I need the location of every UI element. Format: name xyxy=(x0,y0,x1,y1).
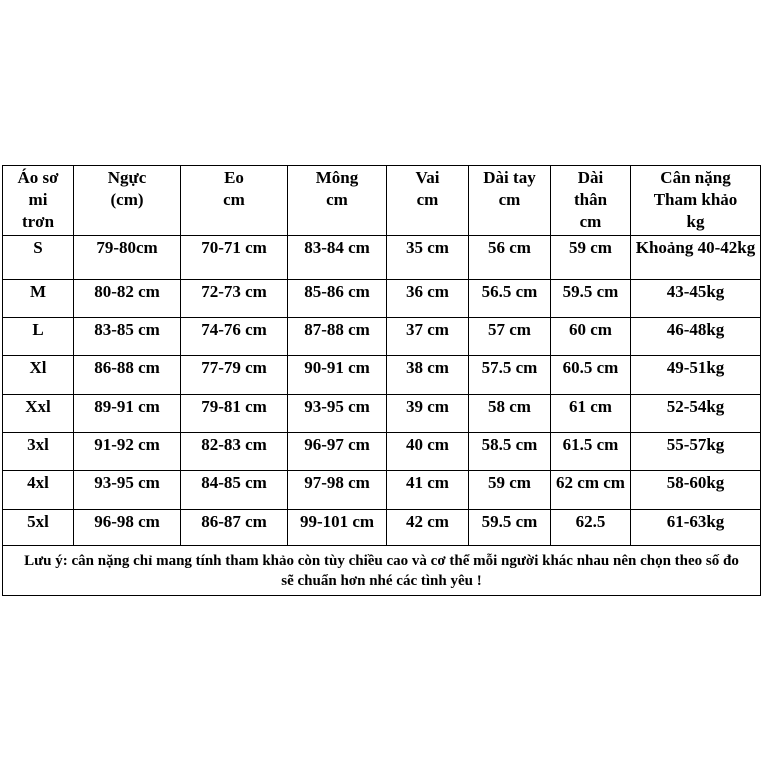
note-text: Lưu ý: cân nặng chỉ mang tính tham khảo còn tùy chiều cao và cơ thể mỗi người khác nhau nên chọn theo số đo sẽ chuẩn hơn nhé các tình yêu ! xyxy=(3,546,761,596)
table-row xyxy=(3,318,761,356)
cell-chest: 89-91 cm xyxy=(74,395,181,433)
header-sleeve-length xyxy=(469,166,551,236)
cell-hip: 96-97 cm xyxy=(288,433,387,471)
cell-weight: Khoảng 40-42kg xyxy=(631,236,761,280)
cell-sleeve-length: 56 cm xyxy=(469,236,551,280)
cell-size: 4xl xyxy=(3,471,74,510)
cell-weight: 49-51kg xyxy=(631,356,761,395)
table-row xyxy=(3,236,761,280)
cell-body-length: 60.5 cm xyxy=(551,356,631,395)
cell-size: Xl xyxy=(3,356,74,395)
header-weight-line-2: Tham khảo xyxy=(653,190,738,209)
cell-sleeve-length: 58 cm xyxy=(469,395,551,433)
cell-waist: 86-87 cm xyxy=(181,510,288,546)
header-weight-line-3: kg xyxy=(686,212,705,231)
cell-hip: 85-86 cm xyxy=(288,280,387,318)
header-body-length-line-3: cm xyxy=(579,212,602,231)
header-hip xyxy=(288,166,387,236)
cell-waist: 79-81 cm xyxy=(181,395,288,433)
cell-hip: 87-88 cm xyxy=(288,318,387,356)
header-weight-line-1: Cân nặng xyxy=(660,168,731,187)
cell-sleeve-length: 57.5 cm xyxy=(469,356,551,395)
cell-body-length: 59 cm xyxy=(551,236,631,280)
header-chest xyxy=(74,166,181,236)
cell-size: 3xl xyxy=(3,433,74,471)
cell-shoulder: 42 cm xyxy=(387,510,469,546)
header-shoulder-line-2: cm xyxy=(416,190,439,209)
header-shoulder-line-1: Vai xyxy=(415,168,440,187)
cell-body-length: 61.5 cm xyxy=(551,433,631,471)
cell-weight: 46-48kg xyxy=(631,318,761,356)
cell-waist: 82-83 cm xyxy=(181,433,288,471)
cell-hip: 90-91 cm xyxy=(288,356,387,395)
table-row xyxy=(3,471,761,510)
cell-chest: 83-85 cm xyxy=(74,318,181,356)
cell-waist: 70-71 cm xyxy=(181,236,288,280)
header-sleeve-length-line-2: cm xyxy=(498,190,521,209)
cell-sleeve-length: 57 cm xyxy=(469,318,551,356)
cell-hip: 99-101 cm xyxy=(288,510,387,546)
header-waist xyxy=(181,166,288,236)
cell-weight: 43-45kg xyxy=(631,280,761,318)
header-waist-line-1: Eo xyxy=(224,168,244,187)
cell-shoulder: 35 cm xyxy=(387,236,469,280)
header-weight xyxy=(631,166,761,236)
cell-body-length: 61 cm xyxy=(551,395,631,433)
header-shirt-size-line-3: trơn xyxy=(21,212,55,231)
table-row xyxy=(3,280,761,318)
cell-sleeve-length: 59 cm xyxy=(469,471,551,510)
header-chest-line-1: Ngực xyxy=(107,168,147,187)
header-hip-line-1: Mông xyxy=(315,168,359,187)
cell-chest: 79-80cm xyxy=(74,236,181,280)
cell-shoulder: 39 cm xyxy=(387,395,469,433)
cell-size: S xyxy=(3,236,74,280)
size-chart-table xyxy=(2,165,761,596)
header-shirt-size-line-2: mi xyxy=(28,190,48,209)
table-row xyxy=(3,510,761,546)
cell-hip: 97-98 cm xyxy=(288,471,387,510)
cell-weight: 58-60kg xyxy=(631,471,761,510)
cell-waist: 77-79 cm xyxy=(181,356,288,395)
cell-shoulder: 40 cm xyxy=(387,433,469,471)
table-row xyxy=(3,395,761,433)
cell-chest: 80-82 cm xyxy=(74,280,181,318)
cell-sleeve-length: 56.5 cm xyxy=(469,280,551,318)
header-body-length-line-1: Dài xyxy=(577,168,604,187)
note-row xyxy=(3,546,761,596)
cell-shoulder: 41 cm xyxy=(387,471,469,510)
cell-hip: 93-95 cm xyxy=(288,395,387,433)
cell-chest: 86-88 cm xyxy=(74,356,181,395)
cell-body-length: 60 cm xyxy=(551,318,631,356)
cell-body-length: 62 cm cm xyxy=(551,471,631,510)
cell-chest: 91-92 cm xyxy=(74,433,181,471)
header-chest-line-2: (cm) xyxy=(110,190,144,209)
table-header-row xyxy=(3,166,761,236)
header-sleeve-length-line-1: Dài tay xyxy=(483,168,536,187)
header-waist-line-2: cm xyxy=(223,190,245,209)
cell-waist: 74-76 cm xyxy=(181,318,288,356)
header-shirt-size xyxy=(3,166,74,236)
cell-hip: 83-84 cm xyxy=(288,236,387,280)
table-row xyxy=(3,433,761,471)
cell-sleeve-length: 59.5 cm xyxy=(469,510,551,546)
cell-shoulder: 36 cm xyxy=(387,280,469,318)
cell-shoulder: 38 cm xyxy=(387,356,469,395)
header-body-length xyxy=(551,166,631,236)
cell-weight: 52-54kg xyxy=(631,395,761,433)
cell-body-length: 62.5 xyxy=(551,510,631,546)
cell-chest: 93-95 cm xyxy=(74,471,181,510)
cell-size: L xyxy=(3,318,74,356)
cell-weight: 61-63kg xyxy=(631,510,761,546)
cell-weight: 55-57kg xyxy=(631,433,761,471)
cell-sleeve-length: 58.5 cm xyxy=(469,433,551,471)
header-shirt-size-line-1: Áo sơ xyxy=(17,168,59,187)
header-shoulder xyxy=(387,166,469,236)
cell-waist: 72-73 cm xyxy=(181,280,288,318)
cell-size: Xxl xyxy=(3,395,74,433)
cell-size: M xyxy=(3,280,74,318)
cell-shoulder: 37 cm xyxy=(387,318,469,356)
cell-waist: 84-85 cm xyxy=(181,471,288,510)
header-hip-line-2: cm xyxy=(326,190,348,209)
header-body-length-line-2: thân xyxy=(573,190,608,209)
cell-chest: 96-98 cm xyxy=(74,510,181,546)
table-row xyxy=(3,356,761,395)
cell-body-length: 59.5 cm xyxy=(551,280,631,318)
cell-size: 5xl xyxy=(3,510,74,546)
